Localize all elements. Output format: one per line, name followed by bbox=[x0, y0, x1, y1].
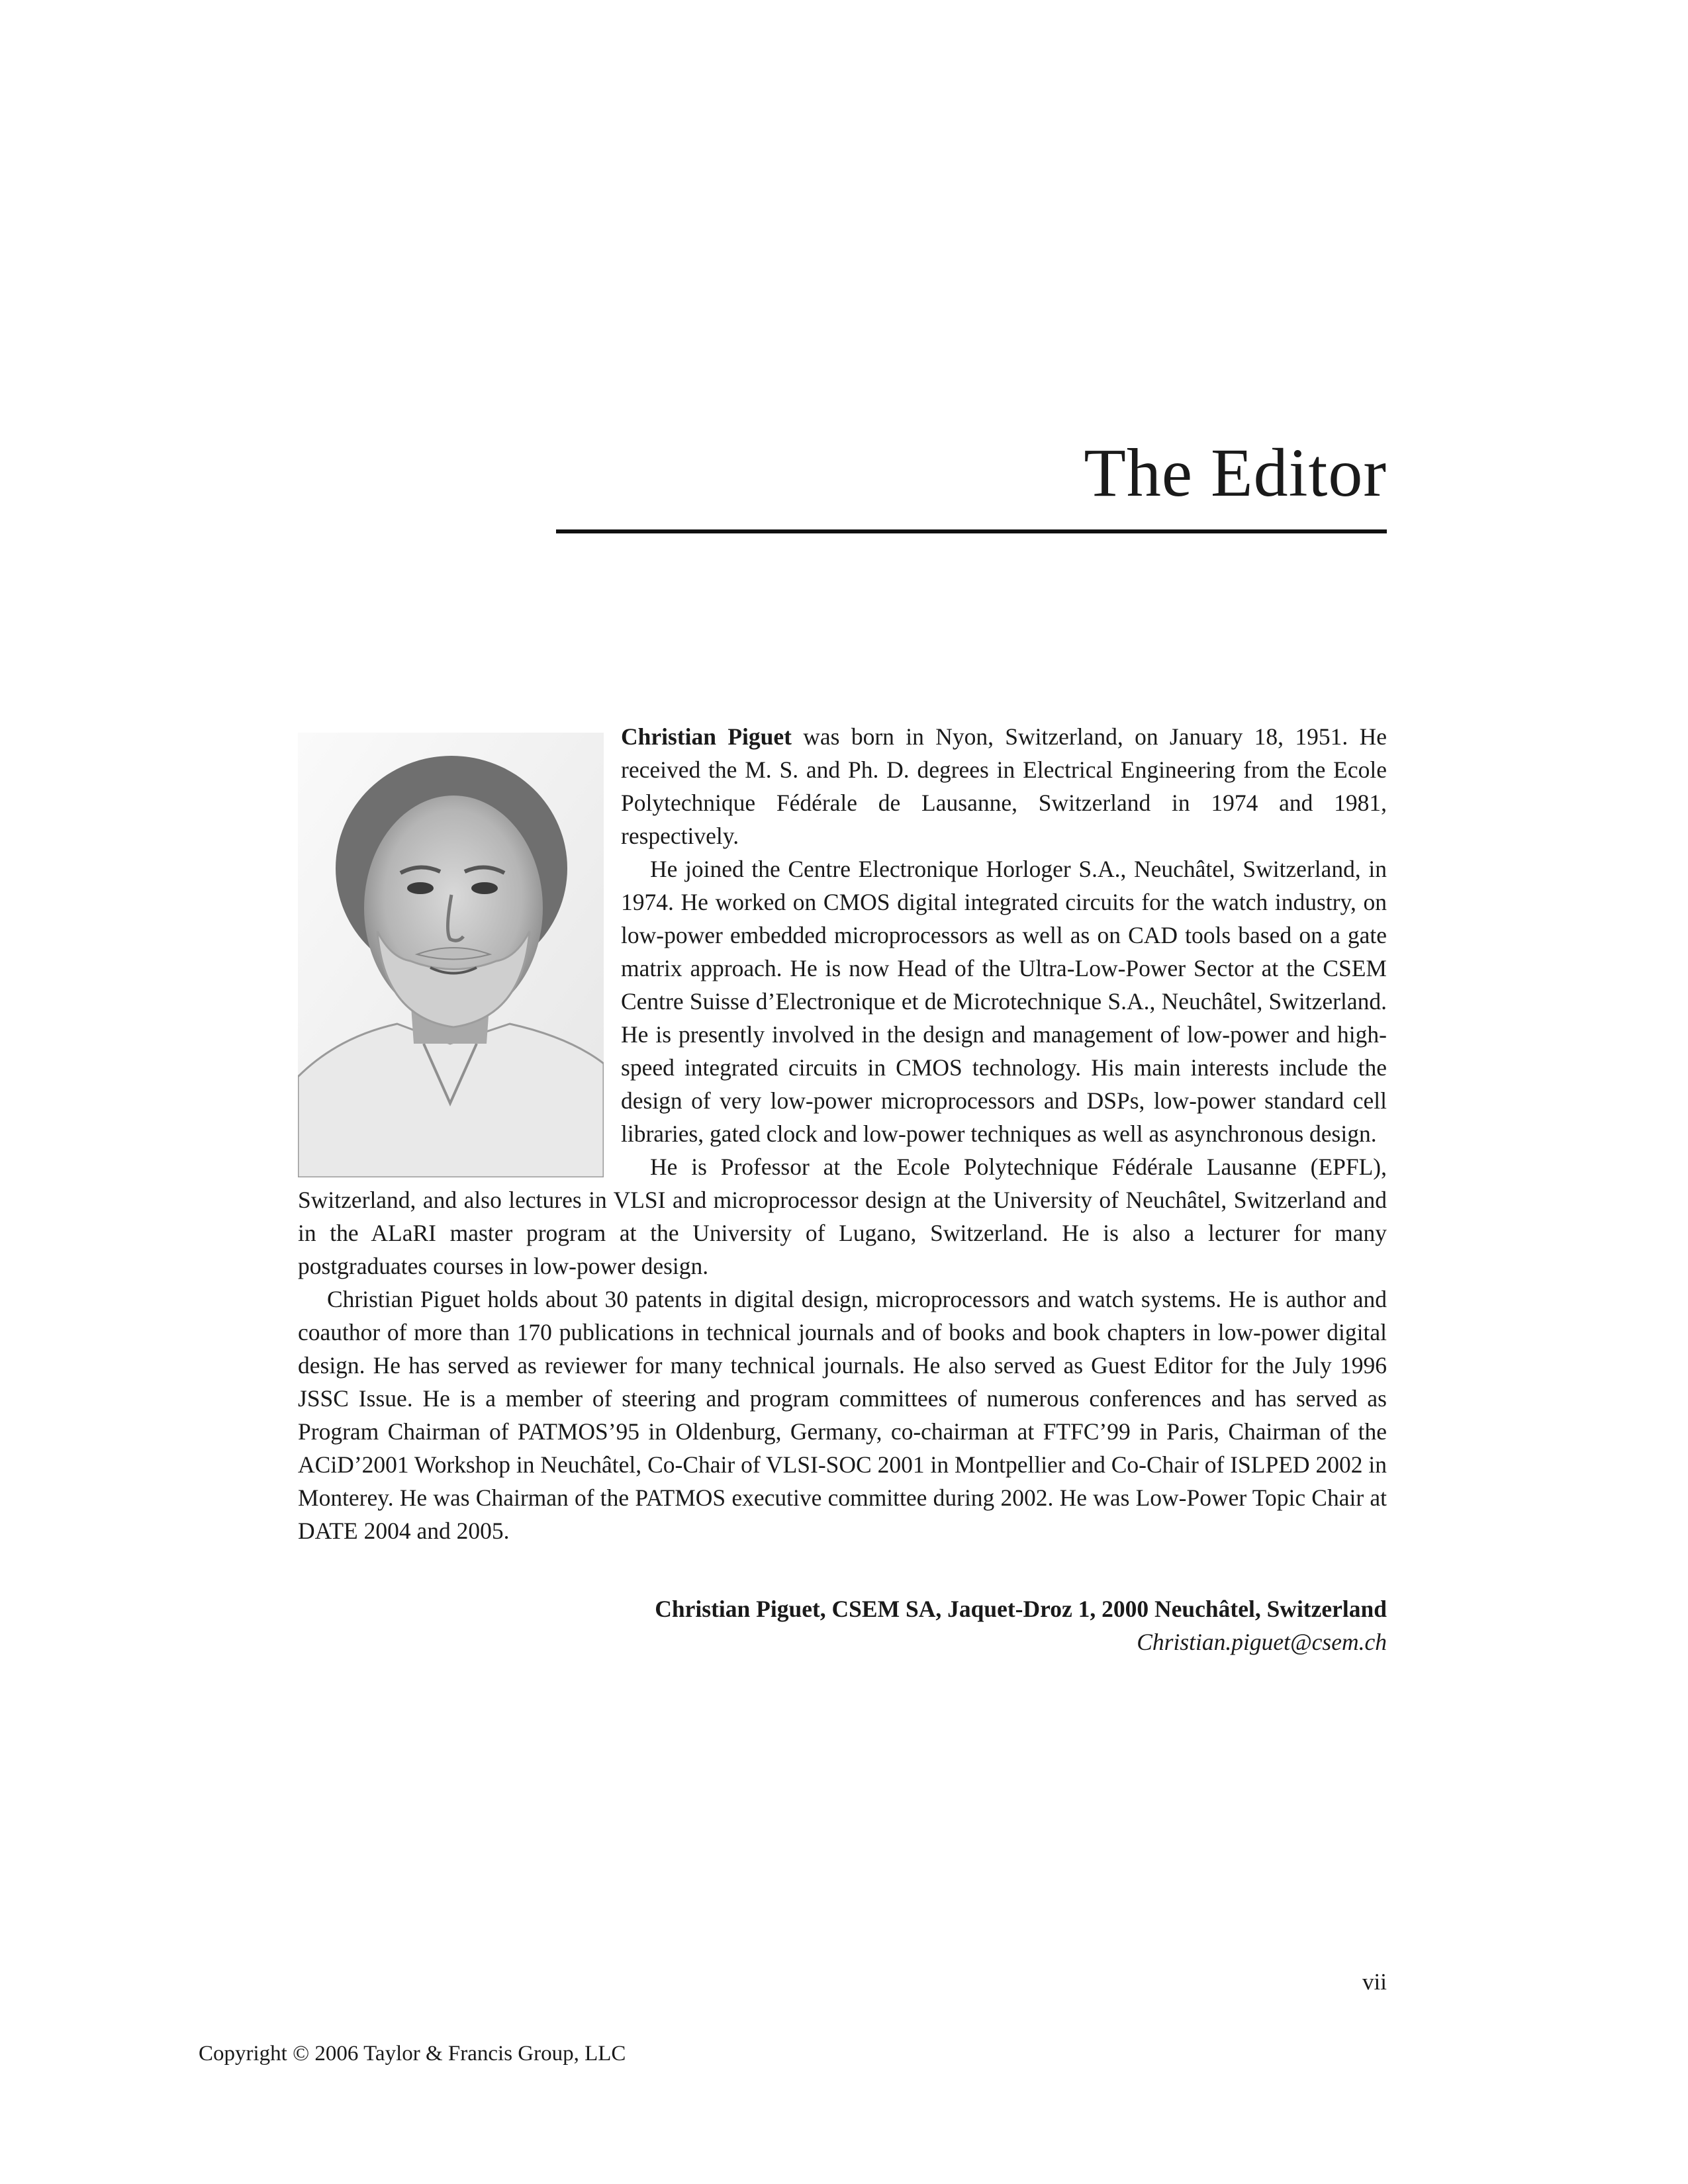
signature-email: Christian.piguet@csem.ch bbox=[1137, 1629, 1387, 1655]
page-number: vii bbox=[1362, 1969, 1387, 1995]
copyright-notice: Copyright © 2006 Taylor & Francis Group, LLC bbox=[199, 2042, 626, 2066]
signature-line: Christian Piguet, CSEM SA, Jaquet-Droz 1, 2000 Neuchâtel, Switzerland bbox=[655, 1596, 1387, 1622]
bio-paragraph-3: He is Professor at the Ecole Polytechnique Fédérale Lausanne (EPFL), Switzerland, and also lectures in VLSI and microprocessor design at the University of Neuchâtel, Switzerland and in the ALaRI master program at the University of Lugano, Switzerland. He is also a lecturer for many postgraduates courses in low-power design. bbox=[298, 1154, 1387, 1279]
bio-paragraph-2: He joined the Centre Electronique Horloger S.A., Neuchâtel, Switzerland, in 1974. He worked on CMOS digital integrated circuits for the watch industry, on low-power embedded microprocessors as well as on CAD tools based on a gate matrix approach. He is now Head of the Ultra-Low-Power Sector at the CSEM Centre Suisse d’Electronique et de Microtechnique S.A., Neuchâtel, Switzerland. He is presently involved in the design and management of low-power and high-speed integrated circuits in CMOS technology. His main interests include the design of very low-power microprocessors and DSPs, low-power standard cell libraries, gated clock and low-power techniques as well as asynchronous design. bbox=[621, 856, 1387, 1147]
bio-paragraph-4: Christian Piguet holds about 30 patents in digital design, microprocessors and watch systems. He is author and coauthor of more than 170 publications in technical journals and of books and book chapters in low-power digital design. He has served as reviewer for many technical journals. He also served as Guest Editor for the July 1996 JSSC Issue. He is a member of steering and program committees of numerous conferences and has served as Program Chairman of PATMOS’95 in Oldenburg, Germany, co-chairman at FTFC’99 in Paris, Chairman of the ACiD’2001 Workshop in Neuchâtel, Co-Chair of VLSI-SOC 2001 in Montpellier and Co-Chair of ISLPED 2002 in Monterey. He was Chairman of the PATMOS executive committee during 2002. He was Low-Power Topic Chair at DATE 2004 and 2005. bbox=[298, 1286, 1387, 1544]
bio-paragraph-1-text: was born in Nyon, Switzerland, on January 18, 1951. He received the M. S. and Ph. D. degrees in Electrical Engineering from the Ecole Polytechnique Fédérale de Lausanne, Switzerland in 1974 and 1981, respectively. bbox=[621, 723, 1387, 849]
title-rule bbox=[556, 529, 1387, 533]
portrait-float-space bbox=[298, 720, 621, 1179]
signature-block bbox=[298, 1592, 1387, 1659]
bio-text bbox=[298, 720, 1387, 1547]
author-name: Christian Piguet bbox=[621, 723, 792, 750]
chapter-title: The Editor bbox=[1084, 435, 1387, 511]
